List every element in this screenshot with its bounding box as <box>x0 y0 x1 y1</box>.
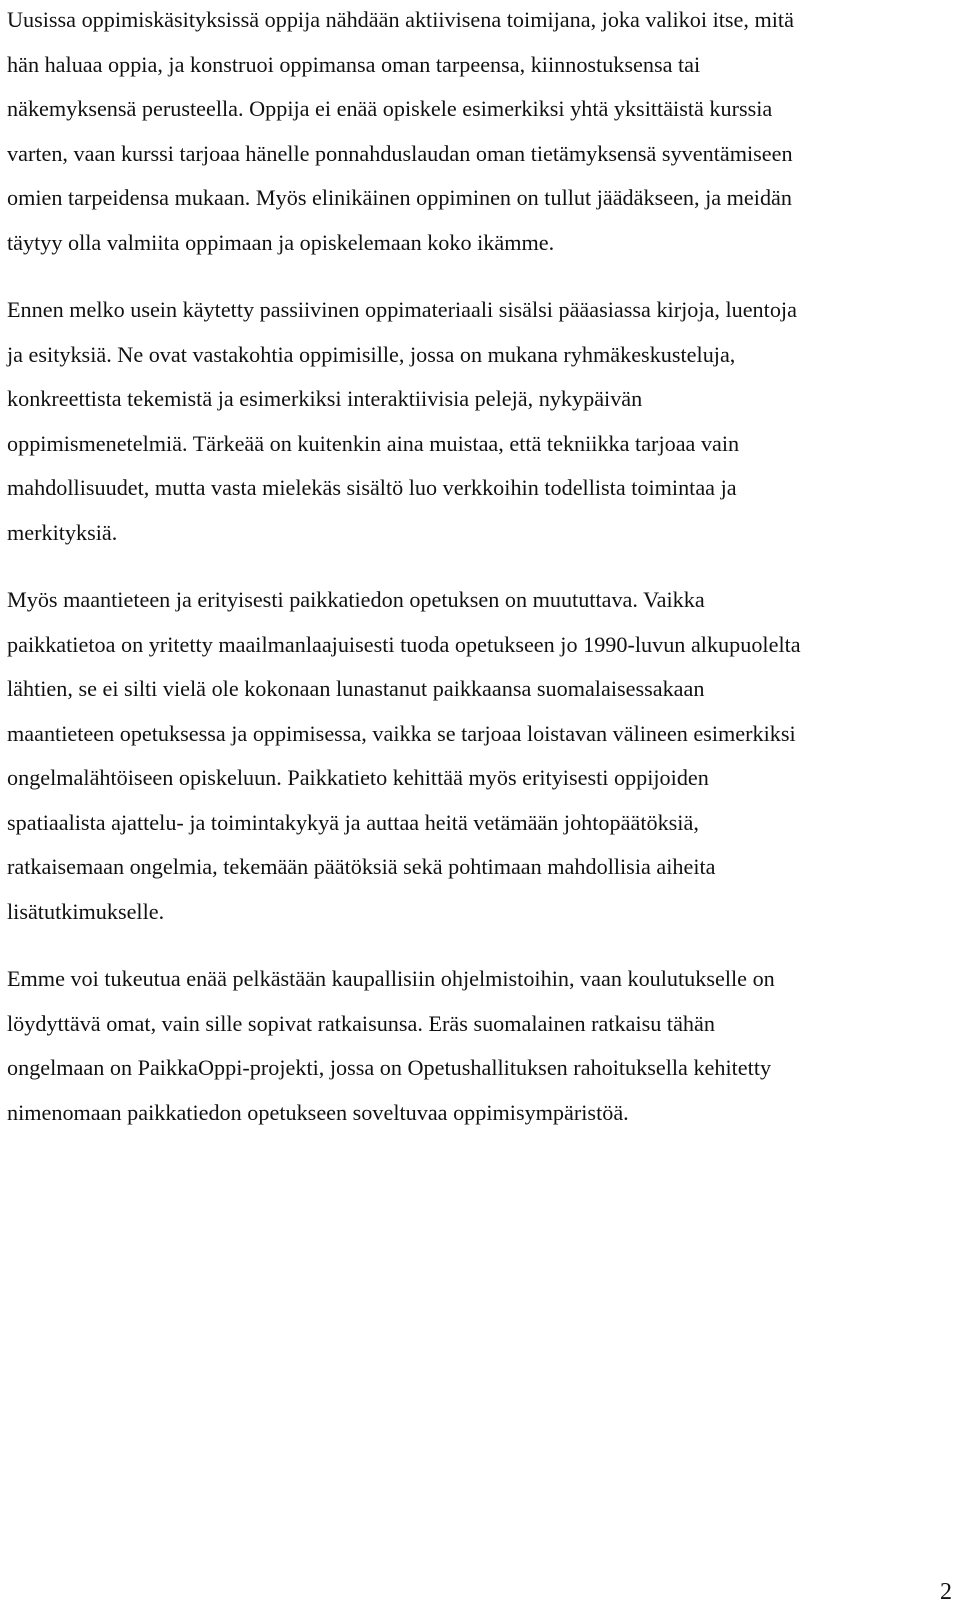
paragraph-line: omien tarpeidensa mukaan. Myös elinikäinen oppiminen on tullut jäädäkseen, ja meidän <box>7 185 792 210</box>
paragraph-line: merkityksiä. <box>7 519 118 545</box>
paragraph-2 <box>7 288 955 555</box>
paragraph-line: oppimismenetelmiä. Tärkeää on kuitenkin aina muistaa, että tekniikka tarjoaa vain <box>7 430 740 456</box>
page-number: 2 <box>940 1579 952 1605</box>
paragraph-line: näkemyksensä perusteella. Oppija ei enää opiskele esimerkiksi yhtä yksittäistä kurssia <box>7 96 773 121</box>
paragraph-line: ja esityksiä. Ne ovat vastakohtia oppimisille, jossa on mukana ryhmäkeskusteluja, <box>7 341 736 367</box>
paragraph-line: Ennen melko usein käytetty passiivinen oppimateriaali sisälsi pääasiassa kirjoja, luentoja <box>7 297 797 322</box>
paragraph-line: ratkaisemaan ongelmia, tekemään päätöksiä sekä pohtimaan mahdollisia aiheita <box>7 854 716 879</box>
paragraph-line: nimenomaan paikkatiedon opetukseen soveltuvaa oppimisympäristöä. <box>7 1099 629 1125</box>
paragraph-line: löydyttävä omat, vain sille sopivat ratkaisunsa. Eräs suomalainen ratkaisu tähän <box>7 1010 715 1036</box>
paragraph-3 <box>7 578 955 934</box>
paragraph-line: varten, vaan kurssi tarjoaa hänelle ponnahduslaudan oman tietämyksensä syventämiseen <box>7 140 793 166</box>
paragraph-line: maantieteen opetuksessa ja oppimisessa, vaikka se tarjoaa loistavan välineen esimerkiksi <box>7 720 796 746</box>
paragraph-line: lisätutkimukselle. <box>7 898 165 924</box>
paragraph-line: spatiaalista ajattelu- ja toimintakykyä ja auttaa heitä vetämään johtopäätöksiä, <box>7 809 699 835</box>
paragraph-line: ongelmaan on PaikkaOppi-projekti, jossa on Opetushallituksen rahoituksella kehitetty <box>7 1055 772 1080</box>
paragraph-line: hän haluaa oppia, ja konstruoi oppimansa oman tarpeensa, kiinnostuksensa tai <box>7 51 701 77</box>
paragraph-line: mahdollisuudet, mutta vasta mielekäs sisältö luo verkkoihin todellista toimintaa ja <box>7 475 737 500</box>
paragraph-line: täytyy olla valmiita oppimaan ja opiskelemaan koko ikämme. <box>7 229 555 255</box>
paragraph-1 <box>7 0 955 265</box>
paragraph-line: Myös maantieteen ja erityisesti paikkatiedon opetuksen on muututtava. Vaikka <box>7 587 705 612</box>
paragraph-line: Uusissa oppimiskäsityksissä oppija nähdään aktiivisena toimijana, joka valikoi itse, mitä <box>7 7 794 32</box>
paragraph-line: paikkatietoa on yritetty maailmanlaajuisesti tuoda opetukseen jo 1990-luvun alkupuolelta <box>7 631 801 657</box>
paragraph-line: ongelmalähtöiseen opiskeluun. Paikkatieto kehittää myös erityisesti oppijoiden <box>7 765 709 790</box>
paragraph-line: Emme voi tukeutua enää pelkästään kaupallisiin ohjelmistoihin, vaan koulutukselle on <box>7 966 775 991</box>
paragraph-line: konkreettista tekemistä ja esimerkiksi interaktiivisia pelejä, nykypäivän <box>7 386 643 411</box>
paragraph-line: lähtien, se ei silti vielä ole kokonaan lunastanut paikkaansa suomalaisessakaan <box>7 676 705 701</box>
paragraph-4 <box>7 957 955 1135</box>
document-page <box>7 0 955 1158</box>
